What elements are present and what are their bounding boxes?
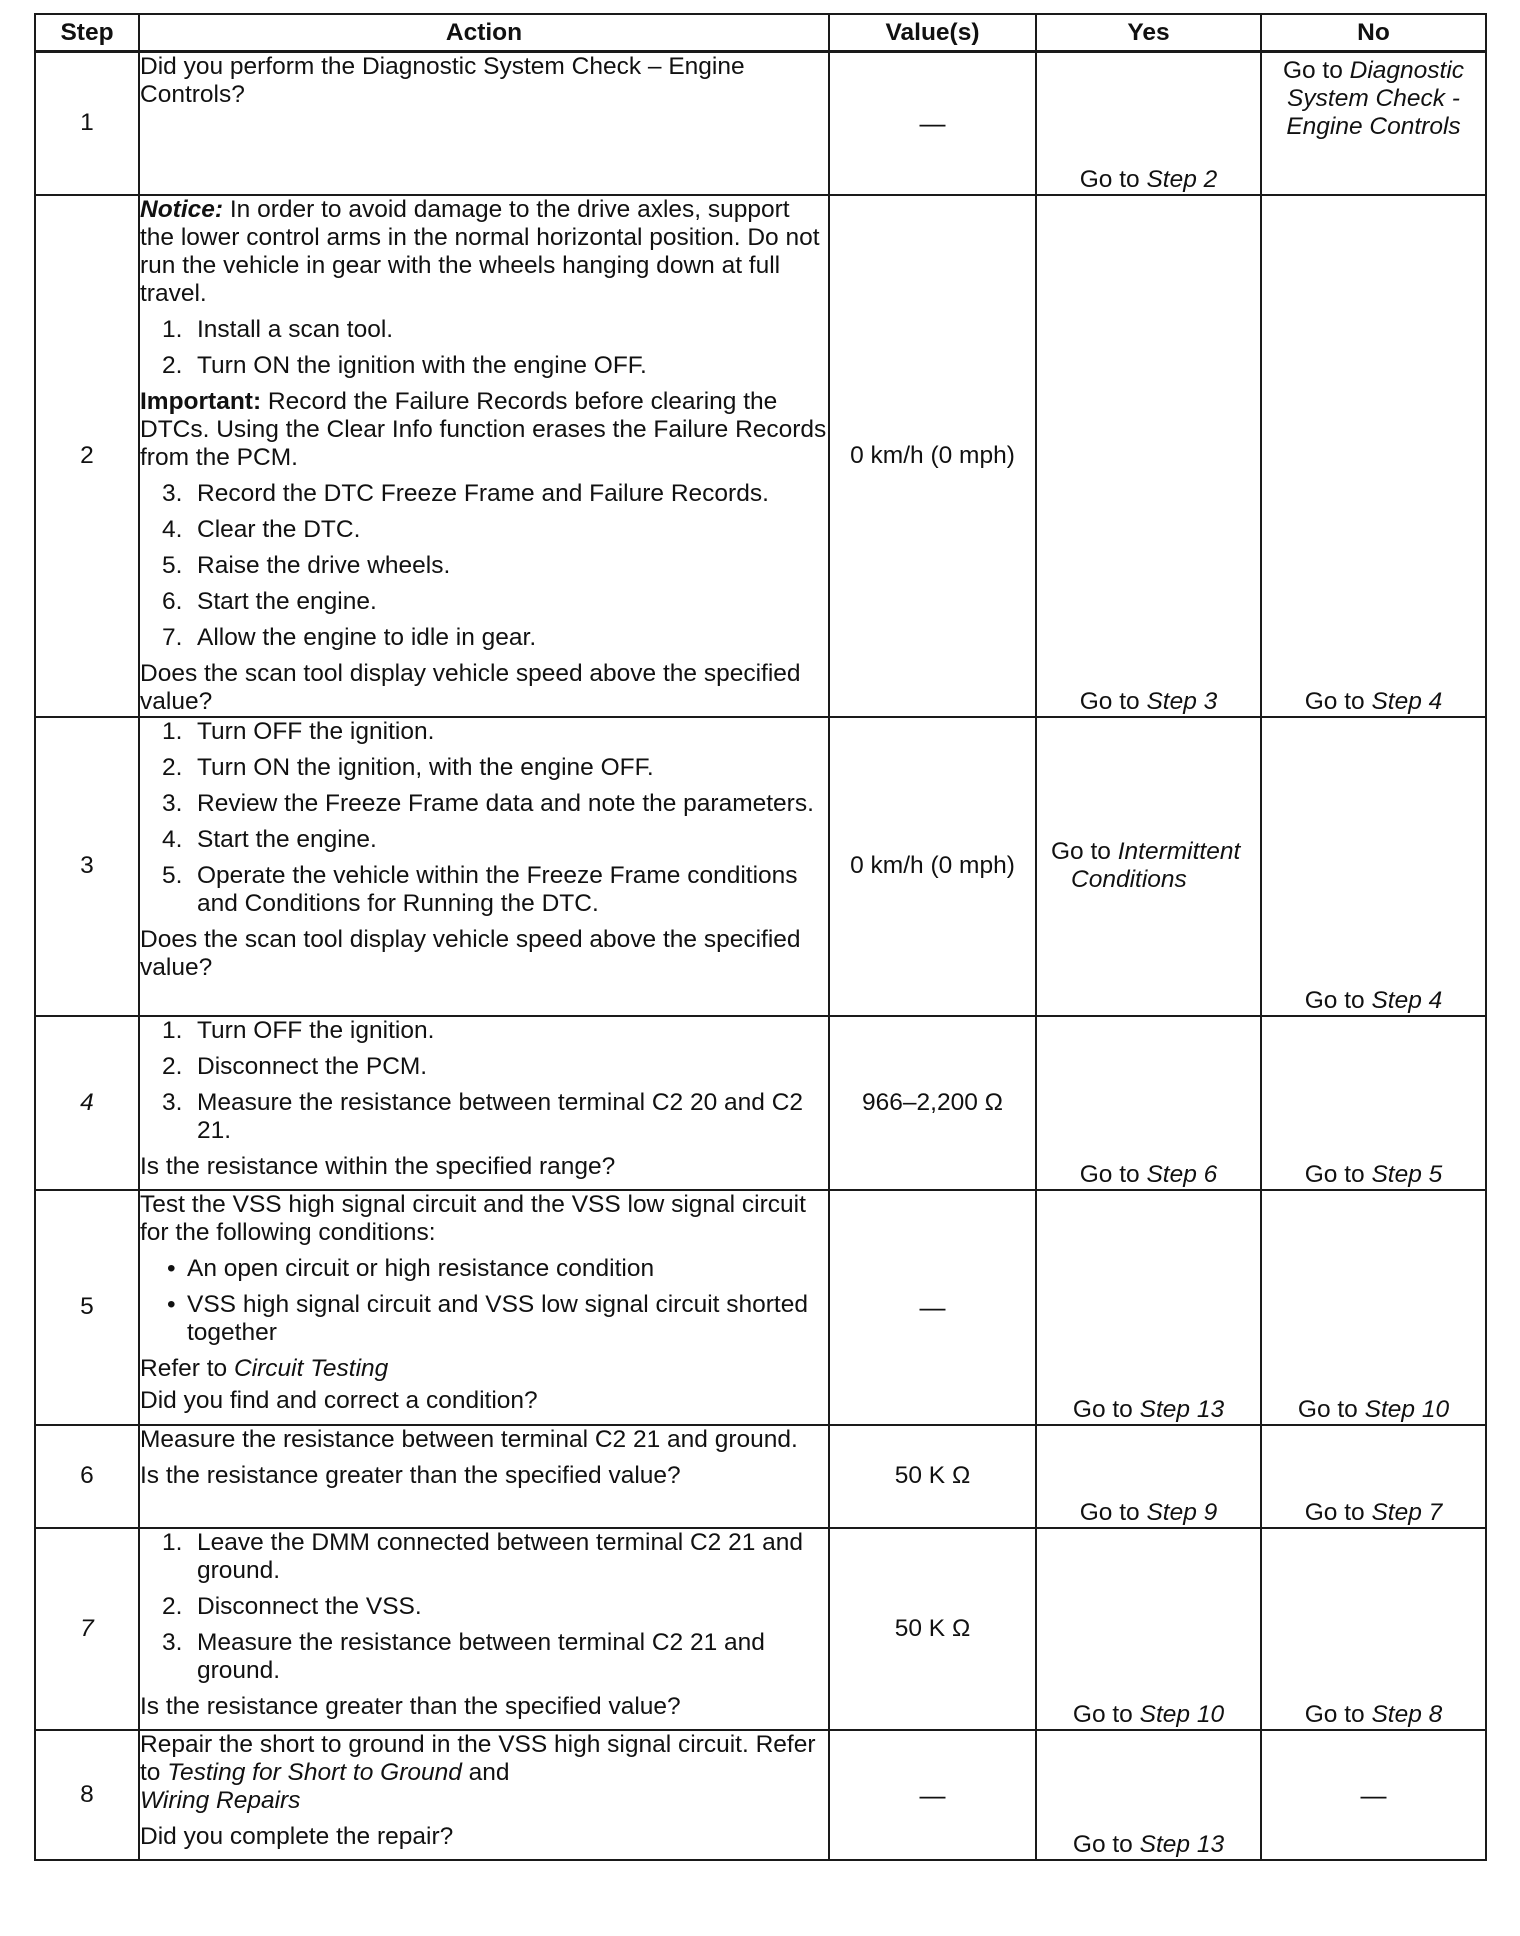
instruction-list: [140, 1017, 828, 1145]
list-item-number: 3.: [162, 789, 183, 817]
list-item-text: Measure the resistance between terminal C2 21 and ground.: [197, 1628, 765, 1684]
list-item: [140, 1089, 828, 1145]
no-cell: [1261, 717, 1486, 1016]
question-text: Did you find and correct a condition?: [140, 1386, 538, 1414]
no-cell: [1261, 1425, 1486, 1528]
action-cell: [139, 195, 829, 717]
no-cell: [1261, 1190, 1486, 1425]
yes-prefix: Go to: [1079, 165, 1147, 193]
no-cell: [1261, 52, 1486, 195]
question-text: Did you complete the repair?: [140, 1822, 454, 1850]
list-item-text: Turn OFF the ignition.: [197, 717, 435, 745]
value-cell: —: [829, 1190, 1036, 1425]
yes-cell: [1036, 1730, 1261, 1860]
list-item: [140, 754, 828, 782]
list-item-text: Operate the vehicle within the Freeze Frame conditions and Conditions for Running the DTC.: [197, 861, 798, 917]
question-text: Is the resistance greater than the specified value?: [140, 1461, 681, 1489]
value-cell: 0 km/h (0 mph): [829, 717, 1036, 1016]
action-cell: [139, 1016, 829, 1190]
bullet-glyph: •: [167, 1290, 176, 1318]
list-item-number: 2.: [162, 753, 183, 781]
question-text: Is the resistance greater than the specified value?: [140, 1692, 681, 1720]
list-item-text: Raise the drive wheels.: [197, 551, 451, 579]
table-row-step-5: [35, 1190, 1486, 1425]
list-item: [140, 862, 828, 918]
list-item-text: Install a scan tool.: [197, 315, 394, 343]
list-item-number: 5.: [162, 861, 183, 889]
yes-link[interactable]: Step 13: [1139, 1830, 1225, 1858]
list-item-number: 1.: [162, 717, 183, 745]
list-item: [140, 1593, 828, 1621]
table-row-step-7: [35, 1528, 1486, 1730]
list-item-text: Leave the DMM connected between terminal C2 21 and ground.: [197, 1528, 804, 1584]
no-cell: [1261, 1016, 1486, 1190]
list-item-text: Start the engine.: [197, 587, 377, 615]
action-cell: [139, 717, 829, 1016]
list-item-text: An open circuit or high resistance condition: [187, 1254, 655, 1282]
header-values: Value(s): [829, 14, 1036, 52]
header-step: Step: [35, 14, 139, 52]
no-link[interactable]: Diagnostic System Check - Engine Controls: [1286, 57, 1465, 140]
yes-link[interactable]: Step 2: [1146, 165, 1218, 193]
repair-text: Repair the short to ground in the VSS high signal circuit. Refer to: [140, 1730, 816, 1786]
list-item-number: 4.: [162, 825, 183, 853]
no-prefix: Go to: [1297, 1395, 1365, 1423]
yes-prefix: Go to: [1051, 838, 1118, 865]
yes-cell: [1036, 195, 1261, 717]
list-item-number: 2.: [162, 1592, 183, 1620]
list-item-number: 5.: [162, 551, 183, 579]
no-prefix: Go to: [1304, 1160, 1372, 1188]
list-item: [140, 516, 828, 544]
list-item: [140, 316, 828, 344]
header-no: No: [1261, 14, 1486, 52]
notice-label: Notice:: [140, 195, 224, 223]
action-cell: [139, 1730, 829, 1860]
list-item: [140, 1017, 828, 1045]
list-item-number: 2.: [162, 351, 183, 379]
list-item: [140, 1291, 828, 1347]
no-link[interactable]: Step 8: [1371, 1700, 1443, 1728]
question-text: Does the scan tool display vehicle speed above the specified value?: [140, 925, 801, 981]
refer-link[interactable]: Circuit Testing: [233, 1354, 389, 1382]
value-cell: 0 km/h (0 mph): [829, 195, 1036, 717]
list-item: [140, 1529, 828, 1585]
yes-cell: [1036, 1016, 1261, 1190]
list-item-number: 1.: [162, 1016, 183, 1044]
list-item: [140, 552, 828, 580]
important-text: Record the Failure Records before clearing the DTCs. Using the Clear Info function erases the Failure Records from the PCM.: [140, 387, 827, 471]
list-item-number: 3.: [162, 479, 183, 507]
value-cell: —: [829, 52, 1036, 195]
no-cell: —: [1261, 1730, 1486, 1860]
list-item-number: 2.: [162, 1052, 183, 1080]
yes-prefix: Go to: [1072, 1395, 1140, 1423]
instruction-list: [140, 718, 828, 918]
list-item: [140, 480, 828, 508]
list-item-text: Turn ON the ignition, with the engine OFF.: [197, 753, 654, 781]
action-cell: [139, 1190, 829, 1425]
header-action: Action: [139, 14, 829, 52]
no-prefix: Go to: [1304, 1498, 1372, 1526]
important-label: Important:: [140, 387, 262, 415]
important-paragraph: [140, 388, 828, 472]
step-number: 8: [35, 1730, 139, 1860]
yes-prefix: Go to: [1072, 1700, 1140, 1728]
value-cell: 50 K Ω: [829, 1425, 1036, 1528]
diagnostic-table: [34, 13, 1487, 1861]
yes-link[interactable]: Step 6: [1146, 1160, 1218, 1188]
list-item: [140, 826, 828, 854]
refer-prefix: Refer to: [140, 1354, 234, 1382]
list-item: [140, 624, 828, 652]
list-item-number: 1.: [162, 1528, 183, 1556]
list-item-number: 6.: [162, 587, 183, 615]
yes-link[interactable]: Step 9: [1146, 1498, 1218, 1526]
list-item-text: Measure the resistance between terminal C2 20 and C2 21.: [197, 1088, 804, 1144]
condition-list: [140, 1255, 828, 1347]
yes-cell: [1036, 717, 1261, 1016]
list-item: [140, 588, 828, 616]
question-text: Is the resistance within the specified range?: [140, 1152, 616, 1180]
list-item-number: 3.: [162, 1628, 183, 1656]
list-item-number: 7.: [162, 623, 183, 651]
action-intro: Test the VSS high signal circuit and the VSS low signal circuit for the following conditions:: [140, 1190, 806, 1246]
no-cell: [1261, 195, 1486, 717]
action-text: Did you perform the Diagnostic System Check – Engine Controls?: [140, 53, 745, 108]
list-item: [140, 718, 828, 746]
refer-link-short-to-ground[interactable]: Testing for Short to Ground: [167, 1758, 462, 1786]
yes-cell: [1036, 1190, 1261, 1425]
instruction-list: [140, 480, 828, 652]
repair-paragraph: [140, 1731, 828, 1815]
action-text: Measure the resistance between terminal C2 21 and ground.: [140, 1425, 798, 1453]
value-cell: 50 K Ω: [829, 1528, 1036, 1730]
yes-cell: [1036, 1528, 1261, 1730]
list-item-text: Review the Freeze Frame data and note the parameters.: [197, 789, 814, 817]
list-item: [140, 1255, 828, 1283]
yes-cell: [1036, 52, 1261, 195]
no-link[interactable]: Step 10: [1364, 1395, 1450, 1423]
yes-prefix: Go to: [1079, 1160, 1147, 1188]
list-item-text: Disconnect the PCM.: [197, 1052, 428, 1080]
yes-prefix: Go to: [1079, 1498, 1147, 1526]
yes-prefix: Go to: [1072, 1830, 1140, 1858]
value-cell: —: [829, 1730, 1036, 1860]
list-item-text: Disconnect the VSS.: [197, 1592, 422, 1620]
no-prefix: Go to: [1304, 1700, 1372, 1728]
no-cell: [1261, 1528, 1486, 1730]
refer-paragraph: [140, 1355, 828, 1383]
list-item-text: Record the DTC Freeze Frame and Failure Records.: [197, 479, 769, 507]
yes-prefix: Go to: [1079, 687, 1147, 715]
header-yes: Yes: [1036, 14, 1261, 52]
header-row: [35, 14, 1486, 52]
bullet-glyph: •: [167, 1254, 176, 1282]
list-item-text: Turn OFF the ignition.: [197, 1016, 435, 1044]
table-row-step-3: [35, 717, 1486, 1016]
action-cell: [139, 1425, 829, 1528]
no-link[interactable]: Step 7: [1371, 1498, 1443, 1526]
table-row-step-2: [35, 195, 1486, 717]
no-link[interactable]: Step 5: [1371, 1160, 1443, 1188]
yes-link-continued[interactable]: Conditions: [1071, 866, 1187, 893]
step-number: 3: [35, 717, 139, 1016]
list-item: [140, 790, 828, 818]
step-number: 2: [35, 195, 139, 717]
action-cell: [139, 52, 829, 195]
yes-link[interactable]: Step 3: [1146, 687, 1218, 715]
list-item-number: 1.: [162, 315, 183, 343]
table-row-step-4: [35, 1016, 1486, 1190]
step-number: 1: [35, 52, 139, 195]
instruction-list: [140, 316, 828, 380]
list-item-number: 3.: [162, 1088, 183, 1116]
question-text: Does the scan tool display vehicle speed above the specified value?: [140, 659, 801, 715]
list-item-text: Clear the DTC.: [197, 515, 361, 543]
action-cell: [139, 1528, 829, 1730]
list-item: [140, 352, 828, 380]
yes-link[interactable]: Intermittent: [1117, 838, 1241, 865]
no-prefix: Go to: [1282, 57, 1350, 84]
list-item-text: Start the engine.: [197, 825, 377, 853]
value-cell: 966–2,200 Ω: [829, 1016, 1036, 1190]
yes-link[interactable]: Step 10: [1139, 1700, 1225, 1728]
no-prefix: Go to: [1304, 687, 1372, 715]
table-row-step-8: [35, 1730, 1486, 1860]
step-number: 5: [35, 1190, 139, 1425]
notice-paragraph: [140, 196, 828, 308]
table-row-step-1: [35, 52, 1486, 195]
list-item: [140, 1629, 828, 1685]
no-link[interactable]: Step 4: [1371, 986, 1443, 1014]
list-item-text: Turn ON the ignition with the engine OFF.: [197, 351, 647, 379]
no-prefix: Go to: [1304, 986, 1372, 1014]
no-link[interactable]: Step 4: [1371, 687, 1443, 715]
list-item-text: Allow the engine to idle in gear.: [197, 623, 537, 651]
yes-link[interactable]: Step 13: [1139, 1395, 1225, 1423]
notice-text: In order to avoid damage to the drive axles, support the lower control arms in the normal horizontal position. Do not run the vehicle in gear with the wheels hanging down at full travel.: [140, 195, 820, 307]
table-row-step-6: [35, 1425, 1486, 1528]
instruction-list: [140, 1529, 828, 1685]
list-item-number: 4.: [162, 515, 183, 543]
list-item: [140, 1053, 828, 1081]
conjunction-text: and: [461, 1758, 510, 1786]
step-number: 6: [35, 1425, 139, 1528]
step-number: 7: [35, 1528, 139, 1730]
refer-link-wiring-repairs[interactable]: Wiring Repairs: [140, 1786, 301, 1814]
yes-cell: [1036, 1425, 1261, 1528]
step-number: 4: [35, 1016, 139, 1190]
list-item-text: VSS high signal circuit and VSS low signal circuit shorted together: [187, 1290, 808, 1346]
